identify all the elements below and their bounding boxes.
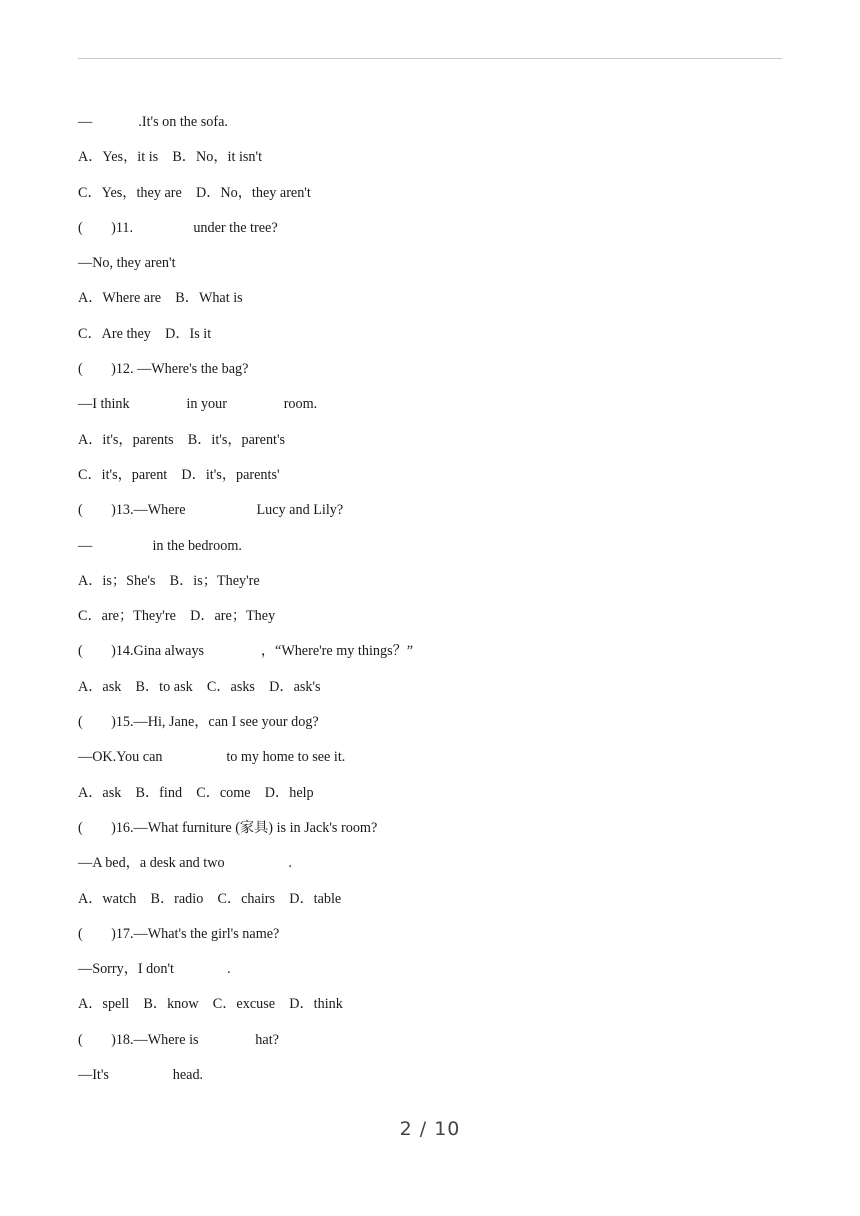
text-line: ( )16.—What furniture (家具) is in Jack's room? <box>78 819 378 836</box>
page-indicator: 2 / 10 <box>399 1118 461 1140</box>
text-line: —Sorry，I don't . <box>78 961 231 978</box>
text-line: A．Yes，it is B．No，it isn't <box>78 149 263 166</box>
text-line: —OK.You can to my home to see it. <box>78 749 346 766</box>
text-line: C．are；They're D．are；They <box>78 608 276 625</box>
text-line: C．Yes，they are D．No，they aren't <box>78 184 311 201</box>
text-line: —A bed，a desk and two . <box>78 855 292 872</box>
text-line: ( )12. —Where's the bag? <box>78 361 249 378</box>
text-line: ( )14.Gina always ，“Where're my things？” <box>78 643 414 660</box>
text-line: C．Are they D．Is it <box>78 325 212 342</box>
text-line: A．spell B．know C．excuse D．think <box>78 996 343 1013</box>
text-line: ( )18.—Where is hat? <box>78 1031 279 1048</box>
text-line: A．ask B．to ask C．asks D．ask's <box>78 678 321 695</box>
text-line: —It's head. <box>78 1067 204 1084</box>
text-line: A．Where are B．What is <box>78 290 243 307</box>
text-line: ( )13.—Where Lucy and Lily? <box>78 502 344 519</box>
text-line: C．it's，parent D．it's，parents' <box>78 466 280 483</box>
header-rule <box>78 58 782 59</box>
text-line: A．it's，parents B．it's，parent's <box>78 431 286 448</box>
text-line: ( )17.—What's the girl's name? <box>78 925 280 942</box>
text-line: A．watch B．radio C．chairs D．table <box>78 890 342 907</box>
text-line: —I think in your room. <box>78 396 318 413</box>
text-line: A．ask B．find C．come D．help <box>78 784 314 801</box>
text-line: — .It's on the sofa. <box>78 114 228 130</box>
text-line: —No, they aren't <box>78 255 176 272</box>
text-line: A．is；She's B．is；They're <box>78 572 260 589</box>
text-line: — in the bedroom. <box>78 537 242 554</box>
document-body <box>78 111 782 1099</box>
text-line: ( )11. under the tree? <box>78 219 278 236</box>
text-line: ( )15.—Hi, Jane，can I see your dog? <box>78 714 319 731</box>
